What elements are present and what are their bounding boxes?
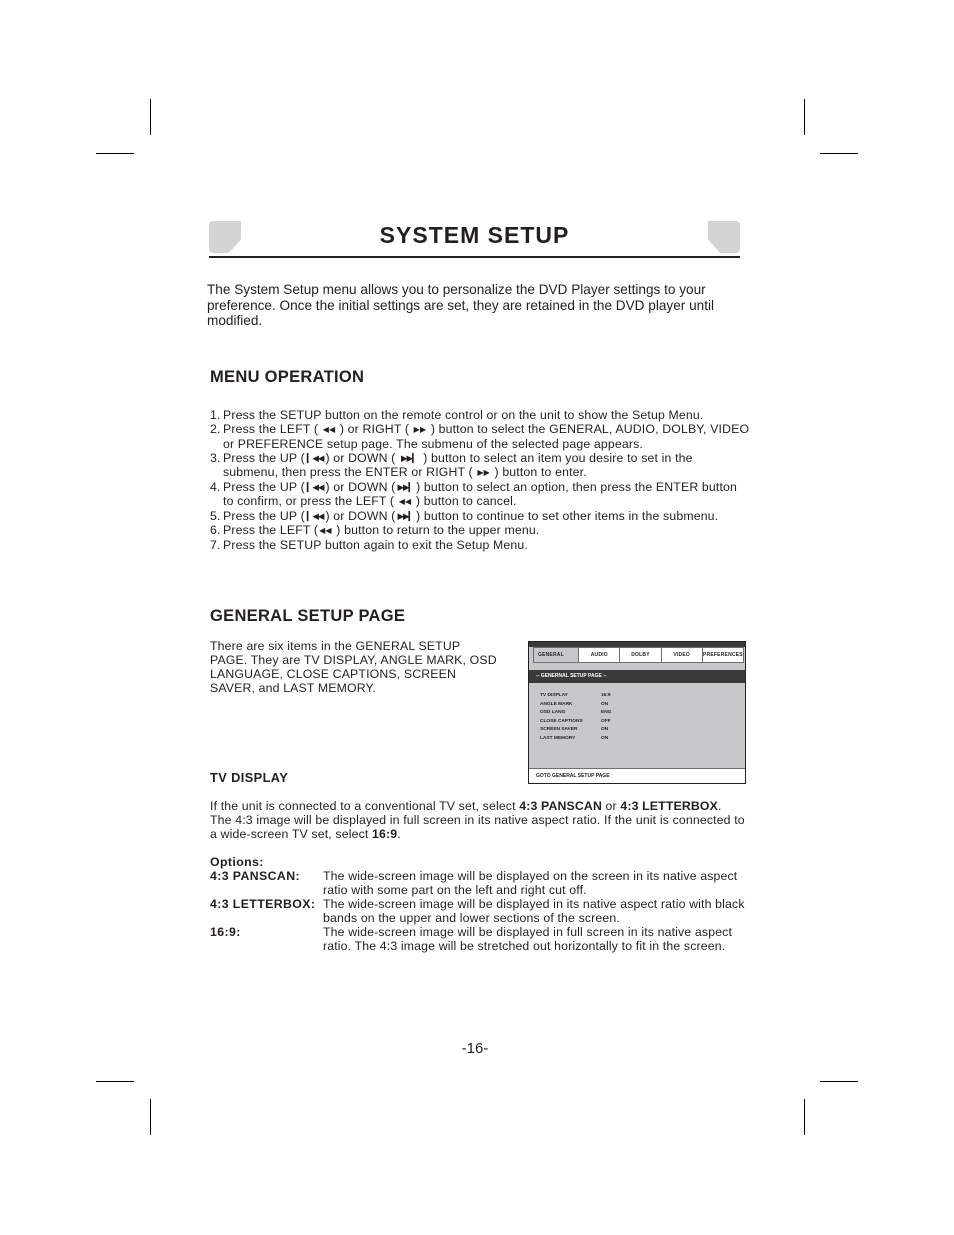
list-item: 7. Press the SETUP button again to exit the Setup Menu. — [210, 538, 528, 552]
list-item: TV DISPLAY 16:9 — [540, 693, 611, 698]
skip-forward-icon: ▶▶▎ — [397, 482, 415, 492]
skip-back-icon: ▎◀◀ — [306, 453, 324, 463]
intro-paragraph: The System Setup menu allows you to personalize the DVD Player settings to your preference. Once the initial settings are set, they are retained in the DVD player until modified. — [207, 282, 715, 329]
screen-tab-bar — [533, 647, 744, 663]
list-item: OSD LANG ENG — [540, 710, 612, 715]
tv-display-heading: TV DISPLAY — [210, 770, 289, 785]
skip-back-icon: ▎◀◀ — [306, 511, 324, 521]
rewind-icon: ◀◀ — [322, 425, 336, 434]
fast-forward-icon: ▶▶ — [477, 468, 490, 477]
list-item: CLOSE CAPTIONS OFF — [540, 718, 611, 724]
option-label: 4:3 LETTERBOX: — [210, 897, 316, 911]
crop-mark — [804, 99, 805, 135]
list-item: 3. Press the UP ( ▎◀◀ ) or DOWN ( ▶▶▎ ) button to select an item you desire to set in the submenu, then press the ENTER or RIGHT ( ▶▶ ) button to enter. — [210, 451, 693, 479]
crop-mark — [150, 99, 151, 135]
list-item: LAST MEMORY ON — [540, 735, 609, 741]
skip-forward-icon: ▶▶▎ — [401, 453, 418, 463]
option-description: The wide-screen image will be displayed in its native aspect ratio with black bands on the upper and lower sections of the screen. — [323, 897, 745, 925]
option-label: 4:3 PANSCAN: — [210, 869, 300, 883]
menu-operation-heading: MENU OPERATION — [210, 368, 365, 386]
setup-menu-screen — [528, 641, 746, 784]
page-title: SYSTEM SETUP — [379, 222, 570, 248]
tab-audio: AUDIO — [579, 647, 620, 663]
tv-display-paragraph: If the unit is connected to a conventional TV set, select 4:3 PANSCAN or 4:3 LETTERBOX. The 4:3 image will be displayed in full screen in its native aspect ratio. If the unit is connected to a wide-screen TV set, select 16:9. — [210, 799, 745, 841]
crop-mark — [150, 1099, 151, 1135]
fast-forward-icon: ▶▶ — [413, 425, 427, 434]
rewind-icon: ◀◀ — [319, 526, 332, 535]
list-item: 5. Press the UP ( ▎◀◀ ) or DOWN ( ▶▶▎ ) button to continue to set other items in the submenu. — [210, 509, 719, 523]
crop-mark — [804, 1099, 805, 1135]
rewind-icon: ◀◀ — [398, 497, 412, 506]
submenu-title: -- GENERNAL SETUP PAGE -- — [529, 670, 745, 683]
option-description: The wide-screen image will be displayed on the screen in its native aspect ratio with some part on the left and right cut off. — [323, 869, 738, 897]
list-item: 6. Press the LEFT (◀◀ ) button to return to the upper menu. — [210, 523, 540, 537]
tab-preferences: PREFERENCES — [703, 647, 744, 663]
list-item: 2. Press the LEFT ( ◀◀ ) or RIGHT ( ▶▶ ) button to select the GENERAL, AUDIO, DOLBY, VIDEO or PREFERENCE setup page. The submenu of the selected page appears. — [210, 422, 750, 451]
tab-dolby: DOLBY — [620, 647, 661, 663]
general-setup-heading: GENERAL SETUP PAGE — [210, 607, 406, 625]
menu-operation-steps — [210, 408, 750, 552]
tab-video: VIDEO — [662, 647, 703, 663]
crop-mark — [96, 1081, 134, 1082]
tab-general: GENERAL — [533, 647, 579, 663]
general-setup-paragraph: There are six items in the GENERAL SETUP PAGE. They are TV DISPLAY, ANGLE MARK, OSD LANGUAGE, CLOSE CAPTIONS, SCREEN SAVER, and LAST MEMORY. — [210, 639, 497, 695]
list-item: ANGLE MARK ON — [540, 701, 609, 707]
option-label: 16:9: — [210, 925, 241, 939]
crop-mark — [820, 1081, 858, 1082]
skip-forward-icon: ▶▶▎ — [397, 511, 415, 521]
list-item: SCREEN SAVER ON — [540, 727, 609, 732]
screen-footer: GOTO GENERAL SETUP PAGE — [529, 768, 745, 783]
title-divider — [209, 256, 740, 258]
crop-mark — [96, 153, 134, 154]
list-item: 4. Press the UP ( ▎◀◀ ) or DOWN ( ▶▶▎ ) button to select an option, then press the ENTER button to confirm, or press the LEFT ( ◀◀ ) button to cancel. — [210, 480, 737, 508]
crop-mark — [820, 153, 858, 154]
options-heading: Options: — [210, 855, 264, 869]
list-item: 1. Press the SETUP button on the remote control or on the unit to show the Setup Menu. — [210, 408, 704, 422]
settings-list — [540, 692, 630, 743]
skip-back-icon: ▎◀◀ — [306, 482, 324, 492]
page-number: -16- — [461, 1040, 489, 1057]
option-description: The wide-screen image will be displayed in full screen in its native aspect ratio. The 4:3 image will be stretched out horizontally to fit in the screen. — [323, 925, 733, 953]
